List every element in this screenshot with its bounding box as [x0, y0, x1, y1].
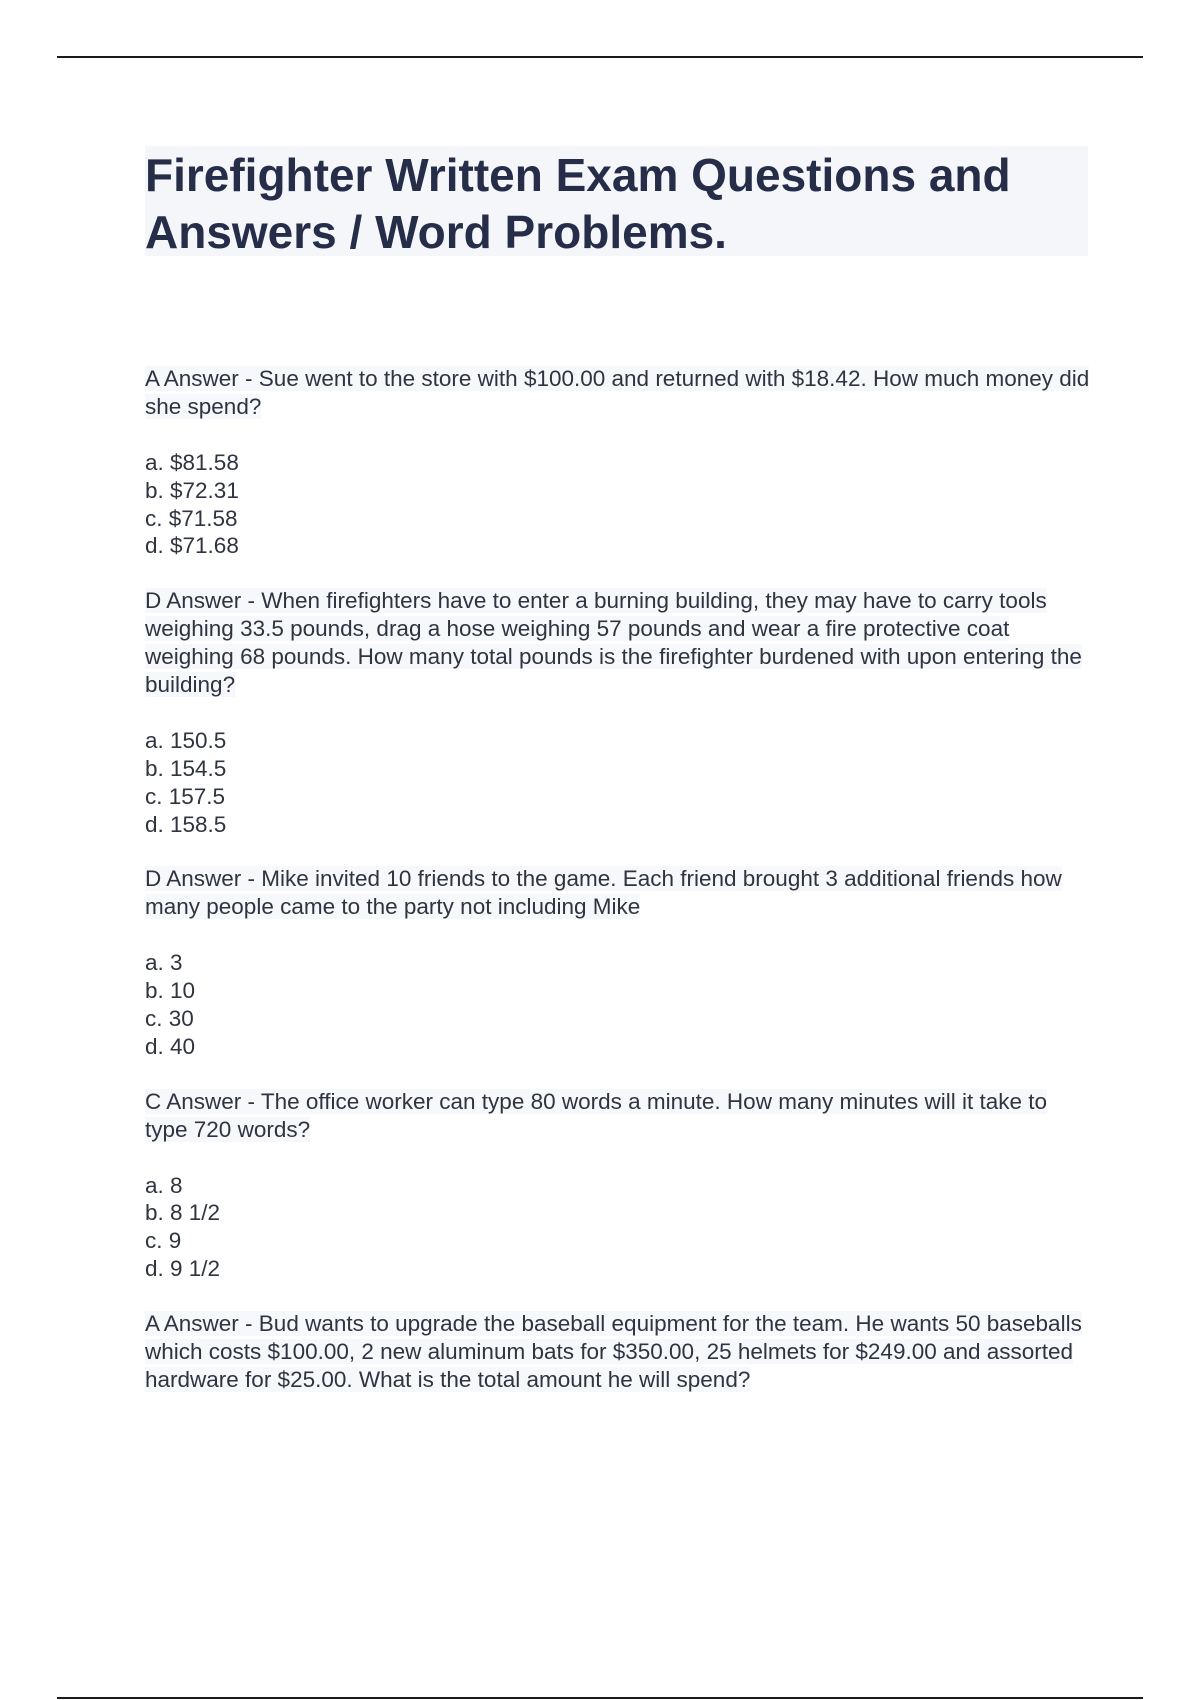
question-item [145, 1088, 1090, 1283]
question-text: D Answer - When firefighters have to enter a burning building, they may have to carry tools weighing 33.5 pounds, drag a hose weighing 57 pounds and wear a fire protective coat weighing 68 pounds. How many total pounds is the firefighter burdened with upon entering the building? [145, 588, 1082, 698]
answer-option: c. 157.5 [145, 783, 226, 809]
answer-option: b. $72.31 [145, 477, 239, 503]
answer-options [145, 449, 1090, 560]
answer-option: d. 9 1/2 [145, 1255, 221, 1281]
answer-option: b. 10 [145, 978, 196, 1004]
answer-option: d. 158.5 [145, 811, 227, 837]
answer-options [145, 727, 1090, 838]
answer-option: a. $81.58 [145, 450, 239, 475]
question-item [145, 365, 1090, 560]
question-text: D Answer - Mike invited 10 friends to the game. Each friend brought 3 additional friends how many people came to the party not including Mike [145, 866, 1062, 920]
answer-option: d. 40 [145, 1033, 196, 1059]
answer-options [145, 949, 1090, 1060]
answer-option: b. 8 1/2 [145, 1200, 221, 1226]
question-item [145, 1310, 1090, 1394]
bottom-divider [57, 1697, 1143, 1699]
title-block [145, 146, 1088, 256]
question-text: A Answer - Bud wants to upgrade the baseball equipment for the team. He wants 50 baseballs which costs $100.00, 2 new aluminum bats for $350.00, 25 helmets for $249.00 and assorted hardware for $25.00. What is the total amount he will spend? [145, 1310, 1082, 1392]
answer-options [145, 1172, 1090, 1283]
question-text: C Answer - The office worker can type 80 words a minute. How many minutes will it take to type 720 words? [145, 1088, 1048, 1142]
page-title: Firefighter Written Exam Questions and Answers / Word Problems. [145, 149, 1011, 258]
answer-option: c. $71.58 [145, 505, 238, 531]
questions-list [145, 365, 1090, 1422]
answer-option: a. 3 [145, 950, 183, 976]
answer-option: d. $71.68 [145, 533, 239, 559]
question-item [145, 587, 1090, 838]
answer-option: c. 30 [145, 1005, 194, 1031]
question-text: A Answer - Sue went to the store with $100.00 and returned with $18.42. How much money did she spend? [145, 366, 1090, 419]
answer-option: b. 154.5 [145, 755, 227, 781]
answer-option: a. 150.5 [145, 728, 227, 754]
top-divider [57, 56, 1143, 58]
answer-option: c. 9 [145, 1228, 182, 1254]
question-item [145, 865, 1090, 1060]
answer-option: a. 8 [145, 1172, 183, 1198]
